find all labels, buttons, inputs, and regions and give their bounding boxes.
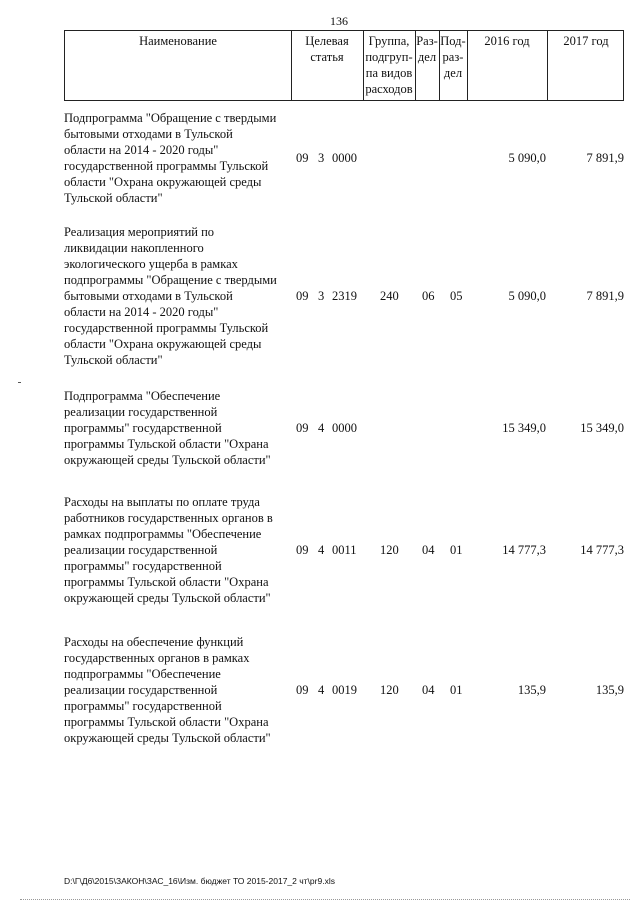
value-2016: 135,9 <box>517 683 546 697</box>
scan-edge-line <box>20 899 630 901</box>
value-2017: 14 777,3 <box>580 543 624 557</box>
header-2017: 2017 год <box>563 34 609 48</box>
code-b: 3 <box>318 151 325 165</box>
code-c: 0000 <box>332 421 357 435</box>
header-name: Наименование <box>139 34 217 48</box>
row-name: Реализация мероприятий по ликвидации накопленного экологического ущерба в рамках подпрограммы "Обращение с твердыми бытовыми отходами в Тульской области на 2014 - 2020 годы" государственной программы Тульской области "Охрана окружающей среды Тульской области" <box>64 225 277 367</box>
value-2016: 5 090,0 <box>508 151 546 165</box>
row-name: Подпрограмма "Обращение с твердыми бытовыми отходами в Тульской области на 2014 - 2020 годы" государственной программы Тульской области "Охрана окружающей среды Тульской области" <box>64 111 277 205</box>
header-2016: 2016 год <box>484 34 530 48</box>
row-name: Подпрограмма "Обеспечение реализации государственной программы" государственной программы Тульской области "Охрана окружающей среды Тульской области" <box>64 389 271 467</box>
value-2017: 7 891,9 <box>586 151 624 165</box>
group-code: 240 <box>380 289 399 303</box>
header-group: Группа, подгруп- па видов расходов <box>365 34 413 96</box>
code-c: 0000 <box>332 151 357 165</box>
code-c: 0019 <box>332 683 357 697</box>
group-code: 120 <box>380 543 399 557</box>
value-2016: 15 349,0 <box>502 421 546 435</box>
value-2016: 14 777,3 <box>502 543 546 557</box>
table-header <box>64 30 624 101</box>
scan-mark <box>18 382 21 383</box>
header-subsection: Под- раз- дел <box>440 34 466 80</box>
section-code: 04 <box>422 683 435 697</box>
code-b: 3 <box>318 289 325 303</box>
code-c: 2319 <box>332 289 357 303</box>
code-a: 09 <box>296 543 309 557</box>
code-b: 4 <box>318 683 325 697</box>
row-name: Расходы на выплаты по оплате труда работников государственных органов в рамках подпрограммы "Обеспечение реализации государственной программы" государственной программы Тульской области "Охрана окружающей среды Тульской области" <box>64 495 273 605</box>
section-code: 06 <box>422 289 435 303</box>
code-a: 09 <box>296 289 309 303</box>
file-path-footer: D:\Г\Д6\2015\ЗАКОН\ЗАС_16\Изм. бюджет ТО 2015-2017_2 чт\pr9.xls <box>64 876 335 886</box>
value-2016: 5 090,0 <box>508 289 546 303</box>
row-name: Расходы на обеспечение функций государственных органов в рамках подпрограммы "Обеспечение реализации государственной программы" государственной программы Тульской области "Охрана окружающей среды Тульской области" <box>64 635 271 745</box>
value-2017: 7 891,9 <box>586 289 624 303</box>
code-a: 09 <box>296 421 309 435</box>
subsection-code: 01 <box>450 683 463 697</box>
code-b: 4 <box>318 543 325 557</box>
code-a: 09 <box>296 151 309 165</box>
code-a: 09 <box>296 683 309 697</box>
subsection-code: 01 <box>450 543 463 557</box>
header-target-article: Целевая статья <box>305 34 349 64</box>
group-code: 120 <box>380 683 399 697</box>
value-2017: 15 349,0 <box>580 421 624 435</box>
subsection-code: 05 <box>450 289 463 303</box>
page-number: 136 <box>330 14 348 28</box>
section-code: 04 <box>422 543 435 557</box>
code-b: 4 <box>318 421 325 435</box>
code-c: 0011 <box>332 543 357 557</box>
value-2017: 135,9 <box>595 683 624 697</box>
header-section: Раз- дел <box>416 34 438 64</box>
